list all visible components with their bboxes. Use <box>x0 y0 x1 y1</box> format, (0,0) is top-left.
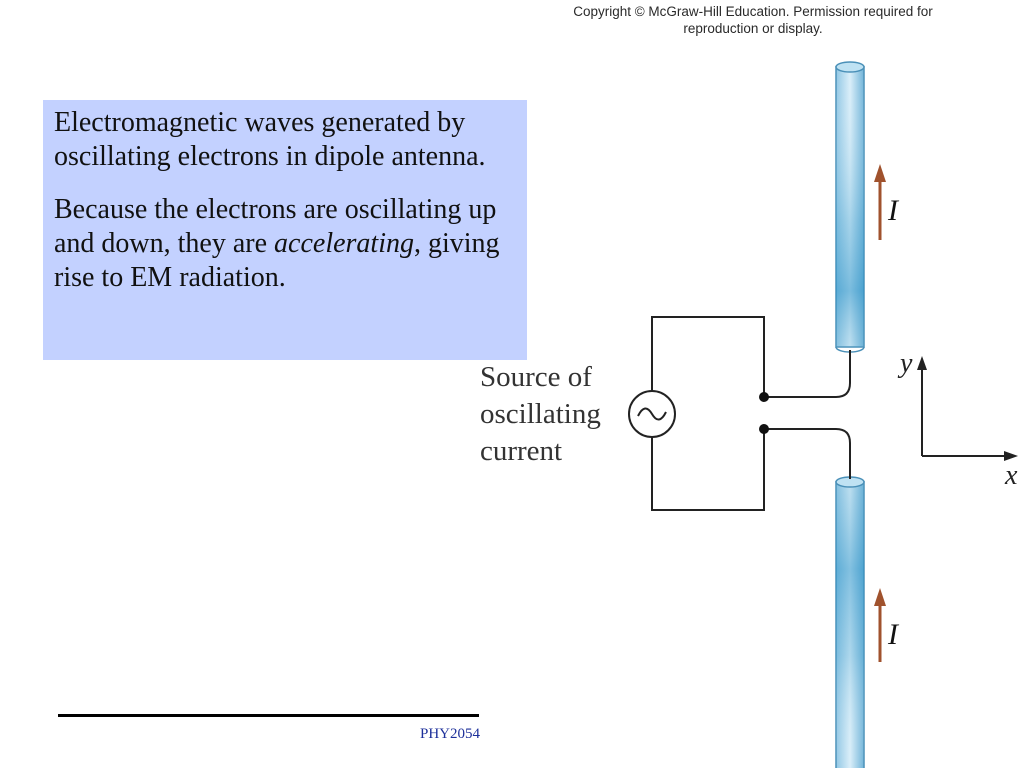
terminal-dot-bottom <box>759 424 769 434</box>
paragraph-2-text-start: Because the electrons are oscillating up and down, they are <box>54 194 497 259</box>
copyright-line-1: Copyright © McGraw-Hill Education. Permission required for <box>573 4 933 19</box>
current-label-top: I <box>888 194 898 227</box>
paragraph-2-text-end: , giving rise to EM radiation. <box>54 228 500 293</box>
source-label-line-3: current <box>480 435 563 467</box>
source-label-line-1: Source of <box>480 361 592 393</box>
source-label <box>480 361 601 467</box>
x-axis-label: x <box>1005 460 1018 491</box>
copyright-line-2: reproduction or display. <box>683 21 823 36</box>
footer-rule <box>58 714 479 717</box>
terminal-dot-top <box>759 392 769 402</box>
ac-source-icon <box>629 391 675 437</box>
current-label-bottom: I <box>888 618 898 651</box>
coordinate-axes <box>917 356 1018 461</box>
accelerating-emphasis: accelerating <box>274 228 414 259</box>
source-label-line-2: oscillating <box>480 398 601 430</box>
lower-antenna-rod <box>836 477 864 768</box>
current-arrow-bottom <box>874 588 886 662</box>
upper-antenna-rod <box>836 62 864 352</box>
current-arrow-top <box>874 164 886 240</box>
y-axis-label: y <box>900 348 913 379</box>
source-circuit-wires <box>652 317 850 510</box>
course-code: PHY2054 <box>419 726 480 742</box>
explanation-paragraph-1: Electromagnetic waves generated by oscillating electrons in dipole antenna. <box>54 107 486 172</box>
